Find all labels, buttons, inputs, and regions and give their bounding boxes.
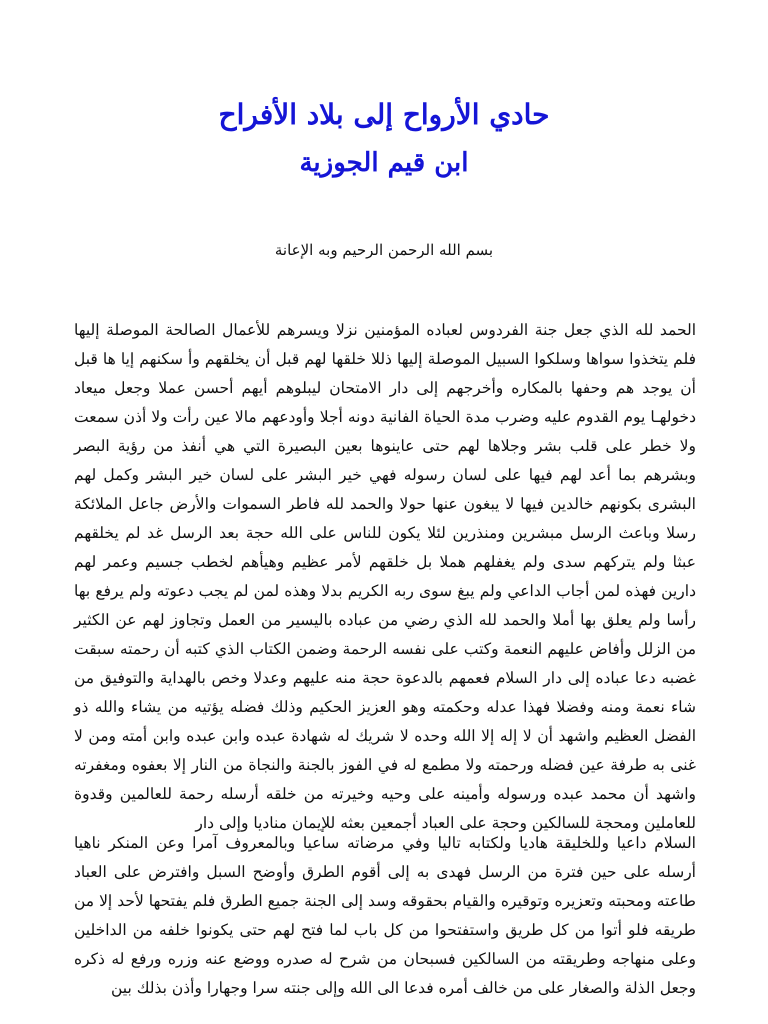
body-paragraph-1: الحمد لله الذي جعل جنة الفردوس لعباده المؤمنين نزلا ويسرهم للأعمال الصالحة الموصلة إليها فلم يتخذوا سواها وسلكوا السبيل الموصلة إليها ذللا خلقها لهم قبل أن يخلقهم وأ سكنهم إيا ها قبل أن يوجد هم وحفها بالمكاره وأخرجهم إلى دار الامتحان ليبلوهم أيهم أحسن عملا وجعل ميعاد دخولهـا يوم القدوم عليه وضرب مدة الحياة الفانية دونه أجلا وأودعهم مالا عين رأت ولا أذن سمعت ولا خطر على قلب بشر وجلاها لهم حتى عاينوها بعين البصيرة التي هي أنفذ من رؤية البصر وبشرهم بما أعد لهم فيها على لسان رسوله فهي خير البشر على لسان خير البشر وكمل لهم البشرى بكونهم خالدين فيها لا يبغون عنها حولا والحمد لله فاطر السموات والأرض جاعل الملائكة رسلا وباعث الرسل مبشرين ومنذرين لئلا يكون للناس على الله حجة بعد الرسل غد لم يخلقهم عبثا ولم يتركهم سدى ولم يغفلهم هملا بل خلقهم لأمر عظيم وهيأهم لخطب جسيم وعمر لهم دارين فهذه لمن أجاب الداعي ولم يبغ سوى ربه الكريم بدلا وهذه لمن لم يجب دعوته ولم يرفع بها رأسا ولم يعلق بها أملا والحمد لله الذي رضي من عباده باليسير من العمل وتجاوز لهم عن الكثير من الزلل وأفاض عليهم النعمة وكتب على نفسه الرحمة وضمن الكتاب الذي كتبه أن رحمته سبقت غضبه دعا عباده إلى دار السلام فعمهم بالدعوة حجة منه عليهم وعدلا وخص بالهداية والتوفيق من شاء نعمة ومنه وفضلا فهذا عدله وحكمته وهو العزيز الحكيم وذلك فضله يؤتيه من يشاء والله ذو الفضل العظيم واشهد أن لا إله إلا الله وحده لا شريك له شهادة عبده وابن عبده وابن أمته ومن لا غنى به طرفة عين فضله ورحمته ولا مطمع له في الفوز بالجنة والنجاة من النار إلا بعفوه ومغفرته واشهد أن محمد عبده ورسوله وأمينه على وحيه وخيرته من خلقه أرسله رحمة للعالمين وقدوة للعاملين ومحجة للسالكين وحجة على العباد أجمعين بعثه للإيمان مناديا وإلى دار — [74, 321, 696, 832]
book-title: حادي الأرواح إلى بلاد الأفراح — [218, 98, 550, 131]
author-name: ابن قيم الجوزية — [299, 148, 469, 178]
body-paragraph-2: السلام داعيا وللخليقة هاديا ولكتابه تاليا وفي مرضاته ساعيا وبالمعروف آمرا وعن المنكر ناهيا أرسله على حين فترة من الرسل فهدى به إلى أقوم الطرق وأوضح السبل وافترض على العباد طاعته ومحبته وتعزيره وتوقيره والقيام بحقوقه وسد إلى الجنة جميع الطرق فلم يفتحها لأحد إلا من طريقه فلو أتوا من كل طريق واستفتحوا من كل باب لما فتح لهم حتى يكونوا خلفه من الداخلين وعلى منهاجه وطريقته من السالكين فسبحان من شرح له صدره ووضع عنه وزره ورفع له ذكره وجعل الذلة والصغار على من خالف أمره فدعا الى الله وإلى جنته سرا وجهارا وأذن بذلك بين — [74, 834, 696, 997]
basmala: بسم الله الرحمن الرحيم وبه الإعانة — [274, 241, 494, 259]
